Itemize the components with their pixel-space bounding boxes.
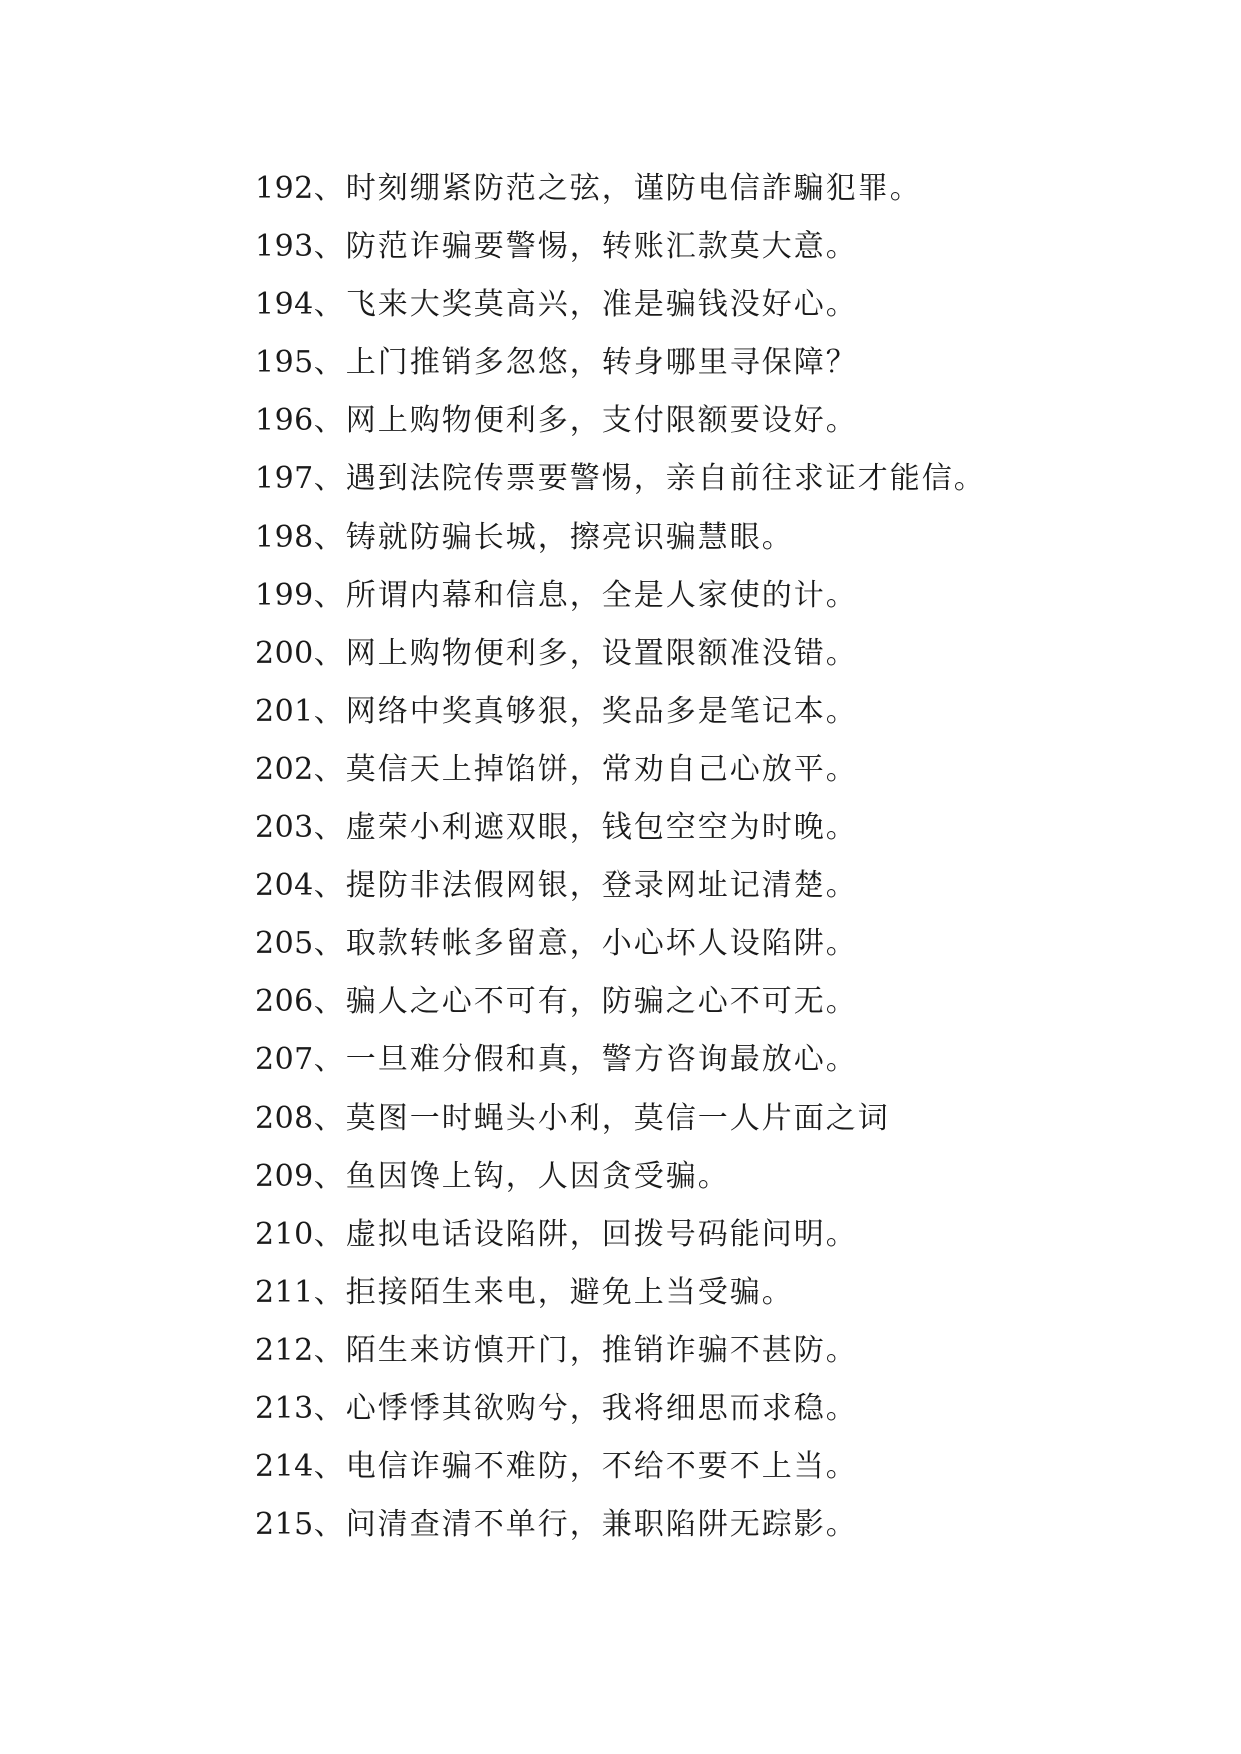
item-number: 195	[255, 345, 314, 381]
list-item	[255, 799, 1155, 857]
item-number: 204	[255, 868, 314, 904]
item-number: 205	[255, 926, 314, 962]
item-text: 莫图一时蝇头小利，莫信一人片面之词	[345, 1100, 890, 1136]
item-separator: 、	[313, 693, 346, 729]
item-separator: 、	[313, 1332, 346, 1368]
item-text: 虚荣小利遮双眼，钱包空空为时晚。	[345, 810, 858, 846]
item-number: 212	[255, 1332, 314, 1368]
item-separator: 、	[313, 403, 346, 439]
item-text: 网络中奖真够狠，奖品多是笔记本。	[345, 693, 858, 729]
item-number: 208	[255, 1100, 314, 1136]
item-number: 197	[255, 461, 314, 497]
item-separator: 、	[313, 1507, 346, 1543]
slogan-list	[255, 160, 1155, 1554]
item-number: 209	[255, 1158, 314, 1194]
item-text: 莫信天上掉馅饼，常劝自己心放平。	[345, 751, 858, 787]
item-separator: 、	[313, 519, 346, 555]
item-text: 所谓内幕和信息，全是人家使的计。	[345, 577, 858, 613]
list-item	[255, 1380, 1155, 1438]
item-separator: 、	[313, 635, 346, 671]
item-number: 192	[255, 171, 314, 206]
list-item	[255, 1322, 1155, 1380]
item-number: 206	[255, 984, 314, 1020]
item-text: 一旦难分假和真，警方咨询最放心。	[345, 1042, 858, 1078]
item-separator: 、	[313, 1158, 346, 1194]
item-text: 鱼因馋上钩，人因贪受骗。	[345, 1158, 730, 1194]
item-number: 213	[255, 1390, 314, 1426]
list-item	[255, 1148, 1155, 1206]
item-text: 拒接陌生来电，避免上当受骗。	[345, 1274, 794, 1310]
item-text: 虚拟电话设陷阱，回拨号码能问明。	[345, 1216, 858, 1252]
item-number: 215	[255, 1507, 314, 1543]
item-text: 取款转帐多留意，小心坏人设陷阱。	[345, 926, 858, 962]
item-number: 201	[255, 693, 314, 729]
item-number: 203	[255, 810, 314, 846]
item-number: 210	[255, 1216, 314, 1252]
item-number: 199	[255, 577, 314, 613]
item-separator: 、	[313, 868, 346, 904]
item-separator: 、	[313, 1449, 346, 1485]
list-item	[255, 1496, 1155, 1554]
item-text: 心悸悸其欲购兮，我将细思而求稳。	[345, 1390, 858, 1426]
item-text: 时刻绷紧防范之弦，谨防电信詐騙犯罪。	[345, 171, 922, 206]
list-item	[255, 218, 1155, 276]
list-item	[255, 625, 1155, 683]
item-text: 问清查清不单行，兼职陷阱无踪影。	[345, 1507, 858, 1543]
item-text: 电信诈骗不难防，不给不要不上当。	[345, 1449, 858, 1485]
item-number: 214	[255, 1449, 314, 1485]
item-separator: 、	[313, 810, 346, 846]
list-item	[255, 683, 1155, 741]
item-text: 飞来大奖莫高兴，准是骗钱没好心。	[345, 287, 858, 323]
list-item	[255, 915, 1155, 973]
list-item	[255, 1264, 1155, 1322]
list-item	[255, 1090, 1155, 1148]
list-item	[255, 1031, 1155, 1089]
item-text: 防范诈骗要警惕，转账汇款莫大意。	[345, 229, 858, 265]
item-number: 211	[255, 1274, 314, 1310]
list-item	[255, 276, 1155, 334]
list-item	[255, 160, 1155, 218]
item-separator: 、	[313, 1390, 346, 1426]
item-number: 194	[255, 287, 314, 323]
item-separator: 、	[313, 287, 346, 323]
item-number: 207	[255, 1042, 314, 1078]
list-item	[255, 334, 1155, 392]
item-number: 193	[255, 229, 314, 265]
list-item	[255, 509, 1155, 567]
list-item	[255, 450, 1155, 508]
item-text: 铸就防骗长城，擦亮识骗慧眼。	[345, 519, 794, 555]
item-separator: 、	[313, 751, 346, 787]
list-item	[255, 857, 1155, 915]
item-separator: 、	[313, 229, 346, 265]
list-item	[255, 392, 1155, 450]
item-text: 上门推销多忽悠，转身哪里寻保障？	[345, 345, 858, 381]
item-separator: 、	[313, 1216, 346, 1252]
item-text: 陌生来访慎开门，推销诈骗不甚防。	[345, 1332, 858, 1368]
item-separator: 、	[313, 1100, 346, 1136]
item-text: 提防非法假网银，登录网址记清楚。	[345, 868, 858, 904]
item-number: 202	[255, 751, 314, 787]
item-separator: 、	[313, 171, 346, 206]
item-number: 196	[255, 403, 314, 439]
item-separator: 、	[313, 461, 346, 497]
item-number: 198	[255, 519, 314, 555]
list-item	[255, 1206, 1155, 1264]
item-separator: 、	[313, 1042, 346, 1078]
item-text: 骗人之心不可有，防骗之心不可无。	[345, 984, 858, 1020]
item-separator: 、	[313, 984, 346, 1020]
item-number: 200	[255, 635, 314, 671]
item-separator: 、	[313, 926, 346, 962]
item-separator: 、	[313, 577, 346, 613]
item-separator: 、	[313, 345, 346, 381]
list-item	[255, 567, 1155, 625]
list-item	[255, 1438, 1155, 1496]
list-item	[255, 741, 1155, 799]
item-text: 网上购物便利多，设置限额准没错。	[345, 635, 858, 671]
item-text: 遇到法院传票要警惕，亲自前往求证才能信。	[345, 461, 986, 497]
item-separator: 、	[313, 1274, 346, 1310]
item-text: 网上购物便利多，支付限额要设好。	[345, 403, 858, 439]
list-item	[255, 973, 1155, 1031]
